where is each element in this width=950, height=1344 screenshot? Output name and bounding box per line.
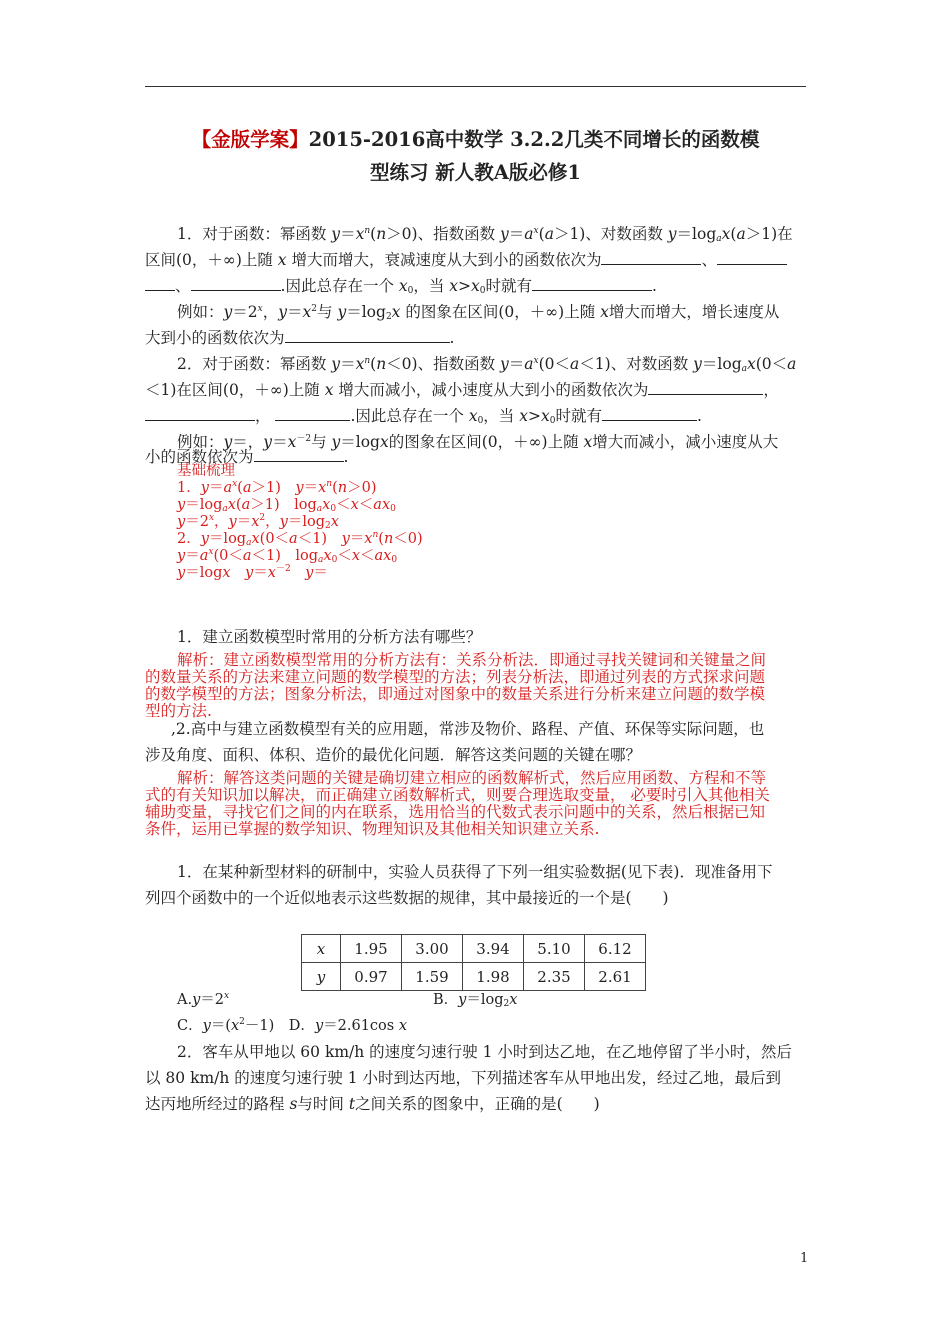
example-2-line2: 小的函数依次为 . — [145, 448, 349, 466]
answer-2-line2: 式的有关知识加以解决，而正确建立函数解析式，则要合理选取变量， 必要时引入其他相关 — [145, 786, 770, 804]
answers-heading: 基础梳理 — [177, 463, 235, 479]
page-title-line2: 型练习 新人教A版必修1 — [370, 161, 581, 184]
example-1-line1: 例如：$y=2^x$，$y=x^2$与 $y=\log_2x$ 的图象在区间(0，＋∞)上随 x增大而增大，增长速度从 — [177, 303, 780, 322]
paragraph-2-line1: 2．对于函数：幂函数 $y=x^n(n<0)$、指数函数 $y=a^x(0<a<1)$、对数函数 $y=\log_ax(0<a$ — [177, 355, 797, 374]
table-cell: 2.35 — [524, 963, 585, 991]
paragraph-2-line3: ， .因此总存在一个 $x_0$，当 $x>x_0$时就有 . — [145, 406, 702, 426]
example-1-line2: 大到小的函数依次为 . — [145, 329, 455, 347]
answer-2-line3: 辅助变量，寻找它们之间的内在联系，选用恰当的代数式表示问题中的关系，然后根据已知 — [145, 803, 766, 821]
paragraph-2-line2: ＜1)在区间(0，＋∞)上随 x 增大而减小，减小速度从大到小的函数依次为 ， — [145, 381, 779, 399]
example-2-line1: 例如：y＝，$y=x^{-2}$与 y＝logx的图象在区间(0，＋∞)上随 x增大而减小，减小速度从大 — [177, 433, 779, 451]
answer-2-line1: 解析：解答这类问题的关键是确切建立相应的函数解析式，然后应用函数、方程和不等 — [177, 769, 767, 787]
paragraph-1-line2: 区间(0，＋∞)上随 x 增大而增大，衰减速度从大到小的函数依次为 、 — [145, 250, 787, 270]
answer-1-line1: 解析：建立函数模型常用的分析方法有：关系分析法．即通过寻找关键词和关键量之间 — [177, 651, 767, 669]
question-2-line2: 涉及角度、面积、体积、造价的最优化问题．解答这类问题的关键在哪？ — [145, 746, 642, 764]
answer-blank — [191, 276, 281, 291]
answer-line-4: 2．$y=\log_ax(0<a<1)$ $y=x^n(n<0)$ — [177, 530, 423, 548]
answer-1-line4: 型的方法. — [145, 702, 212, 720]
answer-line-1: 1．$y=a^x(a>1)$ $y=x^n(n>0)$ — [177, 479, 377, 496]
table-cell: 3.94 — [463, 935, 524, 963]
data-table — [301, 934, 646, 991]
table-cell: 0.97 — [341, 963, 402, 991]
answer-line-6: y＝logx $y=x^{-2}$ y＝ — [177, 564, 328, 581]
table-cell: 5.10 — [524, 935, 585, 963]
answer-line-2: $y=\log_ax(a>1)$ $\log_ax_0<x<ax_0$ — [177, 497, 396, 514]
answer-blank — [532, 276, 652, 291]
answer-blank — [648, 380, 763, 395]
answer-line-5: $y=a^x(0<a<1)$ $\log_ax_0<x<ax_0$ — [177, 547, 398, 565]
table-cell: 3.00 — [402, 935, 463, 963]
answer-blank — [254, 447, 344, 462]
table-cell: 2.61 — [585, 963, 646, 991]
table-cell: y — [302, 963, 341, 991]
option-a: $A.y=2^x$ — [177, 991, 230, 1008]
answer-blank — [602, 406, 697, 421]
paragraph-1-line1: 1．对于函数：幂函数 $y=x^n(n>0)$、指数函数 $y=a^x(a>1)$、对数函数 $y=\log_ax(a>1)$在 — [177, 225, 793, 244]
answer-blank — [275, 406, 350, 421]
analysis-label: 解析： — [177, 769, 224, 787]
header-rule — [145, 86, 806, 87]
answer-line-3: $y=2^x$，$y=x^2$，$y=\log_2x$ — [177, 513, 339, 531]
answer-blank — [145, 406, 255, 421]
option-c-d: C．$y=(x^2-1)$ D．y＝2.61cos x — [177, 1017, 408, 1034]
exercise-2-line3: 达丙地所经过的路程 s与时间 t之间关系的图象中，正确的是( ) — [145, 1095, 600, 1113]
answer-blank — [285, 328, 450, 343]
table-cell: 1.98 — [463, 963, 524, 991]
answer-blank — [717, 250, 787, 265]
page-number: 1 — [800, 1251, 809, 1266]
table-row — [302, 963, 646, 991]
question-1: 1．建立函数模型时常用的分析方法有哪些？ — [177, 628, 482, 646]
answer-1-line2: 的数量关系的方法来建立问题的数学模型的方法；列表分析法，即通过列表的方式探求问题 — [145, 668, 766, 686]
paragraph-1-line3: 、 .因此总存在一个 $x_0$，当 $x>x_0$时就有 . — [145, 276, 657, 296]
answer-2-line4: 条件，运用已掌握的数学知识、物理知识及其他相关知识建立关系. — [145, 820, 600, 838]
answer-blank — [145, 276, 175, 291]
page-title-line1: 【金版学案】2015-2016高中数学 3.2.2几类不同增长的函数模 — [191, 128, 760, 151]
table-cell: 1.95 — [341, 935, 402, 963]
table-row — [302, 935, 646, 963]
table-cell: 6.12 — [585, 935, 646, 963]
answer-blank — [601, 250, 701, 265]
exercise-1-line1: 1．在某种新型材料的研制中，实验人员获得了下列一组实验数据(见下表)．现准备用下 — [177, 863, 773, 881]
exercise-1-line2: 列四个函数中的一个近似地表示这些数据的规律，其中最接近的一个是( ) — [145, 889, 669, 907]
analysis-label: 解析： — [177, 651, 224, 669]
exercise-2-line2: 以 80 km/h 的速度匀速行驶 1 小时到达丙地，下列描述客车从甲地出发，经过乙地，最后到 — [145, 1069, 782, 1087]
exercise-2-line1: 2．客车从甲地以 60 km/h 的速度匀速行驶 1 小时到达乙地，在乙地停留了半小时，然后 — [177, 1043, 792, 1061]
question-2-line1: ,2.高中与建立函数模型有关的应用题，常涉及物价、路程、产值、环保等实际问题，也 — [171, 720, 765, 738]
answer-1-line3: 的数学模型的方法；图象分析法，即通过对图象中的数量关系进行分析来建立问题的数学模 — [145, 685, 766, 703]
option-b: B．$y=\log_2x$ — [433, 992, 518, 1009]
table-cell: 1.59 — [402, 963, 463, 991]
table-cell: x — [302, 935, 341, 963]
